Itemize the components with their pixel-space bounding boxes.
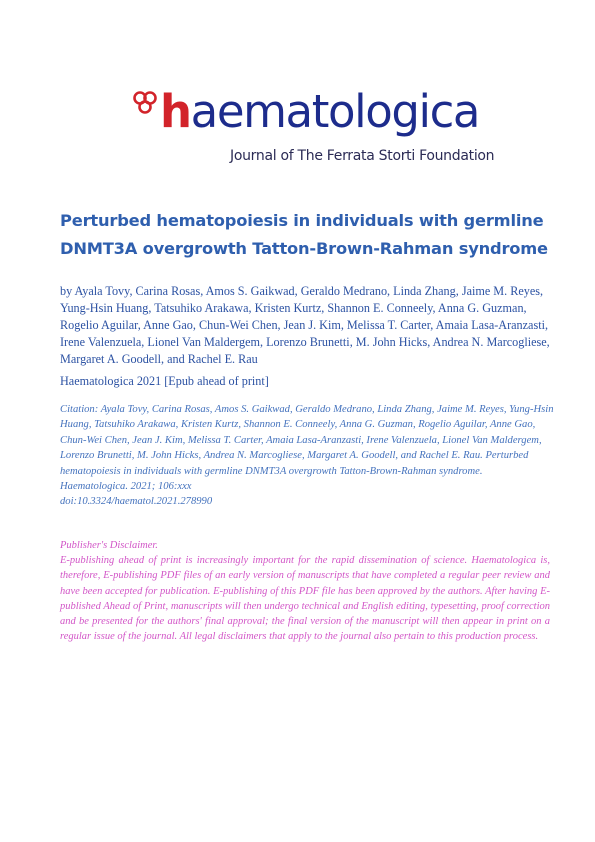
- wordmark-first-letter: h: [160, 85, 191, 138]
- article-title: [60, 207, 560, 263]
- journal-subtitle: Journal of The Ferrata Storti Foundation: [230, 148, 495, 164]
- citation-journal: Haematologica. 2021; 106:xxx: [60, 481, 192, 493]
- author-list: by Ayala Tovy, Carina Rosas, Amos S. Gaikwad, Geraldo Medrano, Linda Zhang, Jaime M. Reyes, Yung-Hsin Huang, Tatsuhiko Arakawa, Kristen Kurtz, Shannon E. Conneely, Anna G. Guzman, Rogelio Aguilar, Anne Gao, Chun-Wei Chen, Jean J. Kim, Melissa T. Carter, Amaia Lasa-Aranzasti, Irene Valenzuela, Lionel Van Maldergem, Lorenzo Brunetti, M. John Hicks, Andrea N. Marcogliese, Margaret A. Goodell, and Rachel E. Rau: [60, 284, 550, 366]
- disclaimer-heading: Publisher's Disclaimer.: [60, 540, 158, 551]
- disclaimer-body: E-publishing ahead of print is increasingly important for the rapid dissemination of science. Haematologica is, therefore, E-publishing PDF files of an early version of manuscripts that have completed a regular peer review and have been accepted for publication. E-publishing of this PDF file has been approved by the authors. After having E-published Ahead of Print, manuscripts will then undergo technical and English editing, typesetting, proof correction and be presented for the authors' final approval; the final version of the manuscript will then appear in print on a regular issue of the journal. All legal disclaimers that apply to the journal also pertain to this production process.: [60, 555, 550, 643]
- article-title-line-1: Perturbed hematopoiesis in individuals with germline: [60, 211, 544, 230]
- haematologica-logo-icon: [130, 90, 160, 118]
- publisher-disclaimer: [60, 538, 550, 644]
- wordmark-rest: aematologica: [190, 85, 480, 138]
- citation-doi[interactable]: doi:10.3324/haematol.2021.278990: [60, 496, 213, 508]
- journal-wordmark: [160, 82, 479, 142]
- article-title-line-2: DNMT3A overgrowth Tatton-Brown-Rahman syndrome: [60, 239, 548, 258]
- citation-block: [60, 402, 560, 510]
- citation-text: Citation: Ayala Tovy, Carina Rosas, Amos S. Gaikwad, Geraldo Medrano, Linda Zhang, Jaime M. Reyes, Yung-Hsin Huang, Tatsuhiko Arakawa, Kristen Kurtz, Shannon E. Conneely, Anna G. Guzman, Rogelio Aguilar, Anne Gao, Chun-Wei Chen, Jean J. Kim, Melissa T. Carter, Amaia Lasa-Aranzasti, Irene Valenzuela, Lionel Van Maldergem, Lorenzo Brunetti, M. John Hicks, Andrea N. Marcogliese, Margaret A. Goodell, and Rachel E. Rau. Perturbed hematopoiesis in individuals with germline DNMT3A overgrowth Tatton-Brown-Rahman syndrome.: [60, 404, 554, 477]
- journal-logo: [130, 85, 495, 174]
- publication-info: Haematologica 2021 [Epub ahead of print]: [60, 374, 269, 388]
